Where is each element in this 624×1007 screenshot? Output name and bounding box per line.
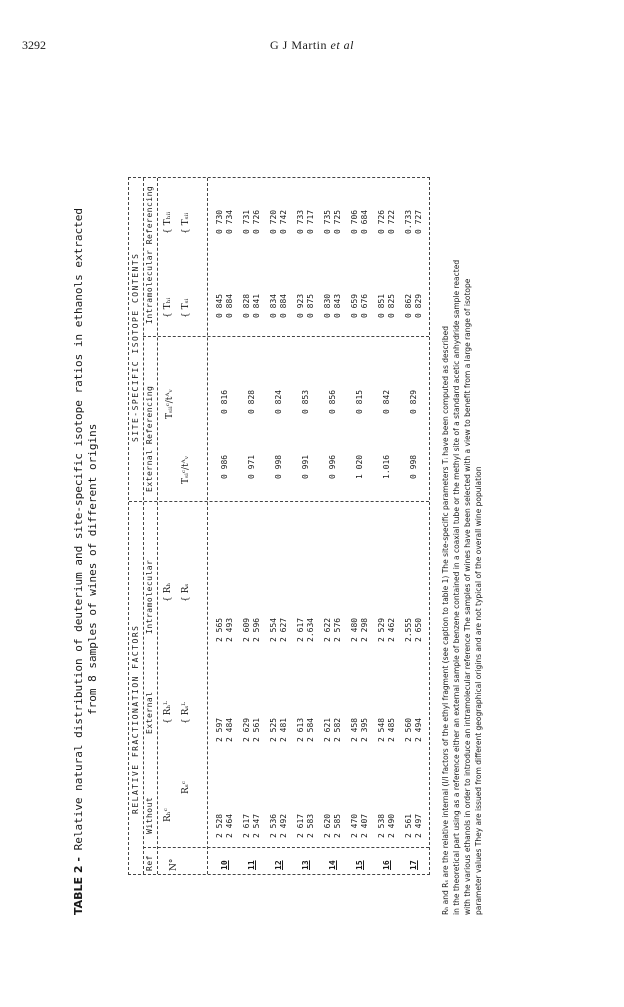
table-cell-w2: 2 547 <box>252 813 261 838</box>
table-cell-m1: 0.733 <box>404 209 413 234</box>
running-head <box>270 38 354 53</box>
table-cell-ref: 12 <box>274 860 283 870</box>
footnote-line-3: with the various ethanols in order to introduce an intramolecular reference The samples of wines have been selected with a view to benefit from a large range of isotope <box>463 278 472 915</box>
header-external: External <box>145 691 154 734</box>
rotated-table-region <box>72 155 532 915</box>
table-cell-m2: 0 684 <box>360 209 369 234</box>
table-cell-x2: 0 856 <box>328 389 337 414</box>
table-cell-m1: 0 726 <box>377 209 386 234</box>
ref-divider <box>143 847 429 848</box>
table-cell-x1: 0 971 <box>247 454 256 479</box>
table-cell-n1: 0 830 <box>323 293 332 318</box>
table-cell-w2: 2 585 <box>333 813 342 838</box>
table-cell-e1: 2 613 <box>296 717 305 742</box>
table-cell-m2: 0 722 <box>387 209 396 234</box>
table-cell-e2: 2 485 <box>387 717 396 742</box>
table-cell-i1: 2.555 <box>404 617 413 642</box>
symbol-rh-e: { Rₕᴸ <box>163 700 173 724</box>
symbol-int-b2: { Tₛᵢᵢ <box>181 212 191 234</box>
table-cell-x2: 0 853 <box>301 389 310 414</box>
table-cell-m1: 0 735 <box>323 209 332 234</box>
table-cell-w1: 2 538 <box>377 813 386 838</box>
table-cell-m2: 0 717 <box>306 209 315 234</box>
header-intramolecular: Intramolecular <box>145 559 154 634</box>
table-cell-w2: 2 583 <box>306 813 315 838</box>
table-cell-n1: 0 828 <box>242 293 251 318</box>
footnote-line-4: parameter values They are issued from different geographical origins and are not typical of the overall wine population <box>474 466 483 915</box>
table-cell-m1: 0 733 <box>296 209 305 234</box>
table-cell-n2: 0 825 <box>387 293 396 318</box>
table-cell-w2: 2 490 <box>387 813 396 838</box>
table-cell-n2: 0 841 <box>252 293 261 318</box>
table-cell-ref: 14 <box>328 860 337 870</box>
table-cell-n2: 0 875 <box>306 293 315 318</box>
table-cell-n1: 0 862 <box>404 293 413 318</box>
table-cell-i2: 2 493 <box>225 617 234 642</box>
group-header-fractionation: RELATIVE FRACTIONATION FACTORS <box>131 624 140 814</box>
table-cell-i1: 2 622 <box>323 617 332 642</box>
table-cell-n2: 0 829 <box>414 293 423 318</box>
header-rule-2 <box>157 178 158 874</box>
table-cell-n2: 0 884 <box>225 293 234 318</box>
table-cell-e2: 2 582 <box>333 717 342 742</box>
symbol-int-a2: { Tₛᵢ <box>181 298 191 318</box>
table-cell-i1: 2 529 <box>377 617 386 642</box>
referencing-divider <box>143 336 429 337</box>
table-cell-w1: 2 470 <box>350 813 359 838</box>
footnote-line-2: in the theoretical part using as a reference either an external sample of benzene contained in a coaxial tube or the methyl site of a standard acetic anhydride sample reacted <box>452 259 461 915</box>
table-cell-e1: 2 560 <box>404 717 413 742</box>
table-cell-e1: 2 621 <box>323 717 332 742</box>
table-cell-ref: 10 <box>220 860 229 870</box>
header-ref: Ref <box>145 855 154 871</box>
table-cell-n1: 0 845 <box>215 293 224 318</box>
table-cell-e1: 2 525 <box>269 717 278 742</box>
table-cell-w2: 2 464 <box>225 813 234 838</box>
group-header-isotope: SITE-SPECIFIC ISOTOPE CONTENTS <box>131 252 140 442</box>
caption-line-1: Relative natural distribution of deuterium and site-specific isotope ratios in ethanols extracted <box>72 208 85 851</box>
table-cell-x2: 0 829 <box>409 389 418 414</box>
table-cell-n1: 0 834 <box>269 293 278 318</box>
header-without: Without <box>145 796 154 834</box>
table-cell-w2: 2 492 <box>279 813 288 838</box>
table-cell-w1: 2 617 <box>242 813 251 838</box>
table-cell-x2: 0 815 <box>355 389 364 414</box>
table-cell-x1: 0 998 <box>409 454 418 479</box>
footnote-line-1: Rₕ and Rₛ are the relative internal (I/I factors of the ethyl fragment (see caption to table 1) The site-specific parameters Tᵢ have been computed as described <box>441 326 450 915</box>
table-cell-n2: 0 843 <box>333 293 342 318</box>
group-divider <box>129 501 429 502</box>
table-cell-m1: 0 706 <box>350 209 359 234</box>
symbol-ext-b: Tₛᵢᵢᶜ/tᴬᵥ <box>165 389 175 419</box>
table-cell-w2: 2 497 <box>414 813 423 838</box>
table-cell-x1: 1.016 <box>382 454 391 479</box>
table-cell-ref: 11 <box>247 860 256 870</box>
table-cell-n1: 0 923 <box>296 293 305 318</box>
table-cell-i2: 2 576 <box>333 617 342 642</box>
symbol-int-a1: { Tₕᵢ <box>163 297 173 318</box>
table-cell-m2: 0 742 <box>279 209 288 234</box>
table-cell-n1: 0 659 <box>350 293 359 318</box>
table-cell-x1: 0 991 <box>301 454 310 479</box>
symbol-n: N° <box>169 858 179 871</box>
table-cell-i1: 2 554 <box>269 617 278 642</box>
table-cell-ref: 17 <box>409 860 418 870</box>
table-cell-e1: 2 548 <box>377 717 386 742</box>
page-number: 3292 <box>22 38 46 52</box>
table-cell-m2: 0 725 <box>333 209 342 234</box>
table-cell-e2: 2 484 <box>225 717 234 742</box>
table-cell-m1: 0 730 <box>215 209 224 234</box>
table-cell-ref: 15 <box>355 860 364 870</box>
table-cell-e2: 2 481 <box>279 717 288 742</box>
symbol-rh-i: { Rₕ <box>163 582 173 602</box>
table-cell-m1: 0 720 <box>269 209 278 234</box>
table-cell-x2: 0 824 <box>274 389 283 414</box>
table-cell-i1: 2 609 <box>242 617 251 642</box>
data-table <box>128 177 430 875</box>
table-cell-n1: 0 851 <box>377 293 386 318</box>
table-cell-w1: 2 620 <box>323 813 332 838</box>
table-cell-x2: 0 828 <box>247 389 256 414</box>
table-cell-i2: 2 462 <box>387 617 396 642</box>
table-cell-i1: 2 617 <box>296 617 305 642</box>
table-cell-x2: 0 842 <box>382 389 391 414</box>
table-cell-m2: 0 726 <box>252 209 261 234</box>
table-cell-i1: 2 565 <box>215 617 224 642</box>
table-cell-e1: 2 597 <box>215 717 224 742</box>
table-cell-w1: 2 617 <box>296 813 305 838</box>
symbol-int-b1: { Tₕᵢᵢ <box>163 211 173 234</box>
caption-line-2: from 8 samples of wines of different origins <box>86 423 99 715</box>
table-cell-ref: 13 <box>301 860 310 870</box>
symbol-ext-a: Tₛᵢᶜ/tᴬᵥ <box>181 455 191 484</box>
table-caption <box>72 155 100 915</box>
header-rule-1 <box>143 178 144 874</box>
table-cell-m1: 0 731 <box>242 209 251 234</box>
table-cell-w1: 2 536 <box>269 813 278 838</box>
table-cell-x1: 0 998 <box>274 454 283 479</box>
table-cell-i2: 2 298 <box>360 617 369 642</box>
table-cell-w1: 2 561 <box>404 813 413 838</box>
table-cell-e2: 2 494 <box>414 717 423 742</box>
table-cell-n2: 0 884 <box>279 293 288 318</box>
table-cell-i2: 2 596 <box>252 617 261 642</box>
header-rule-3 <box>207 178 208 874</box>
table-cell-i2: 2 627 <box>279 617 288 642</box>
table-cell-ref: 16 <box>382 860 391 870</box>
symbol-rs-i: { Rₛ <box>181 583 191 602</box>
table-cell-e2: 2 395 <box>360 717 369 742</box>
table-cell-i1: 2 480 <box>350 617 359 642</box>
table-cell-x2: 0 816 <box>220 389 229 414</box>
header-external-referencing: External Referencing <box>145 385 154 492</box>
table-cell-x1: 0 996 <box>328 454 337 479</box>
table-cell-e1: 2 458 <box>350 717 359 742</box>
table-cell-e1: 2 629 <box>242 717 251 742</box>
table-cell-m2: 0 727 <box>414 209 423 234</box>
header-intramolecular-referencing: Intramolecular Referencing <box>145 185 154 324</box>
table-cell-x1: 0 986 <box>220 454 229 479</box>
footnote <box>440 155 484 915</box>
symbol-rs-c: Rₛᶜ <box>181 781 191 794</box>
running-head-authors: G J Martin <box>270 38 327 52</box>
symbol-rh-c: Rₕᶜ <box>163 808 173 822</box>
table-cell-m2: 0 734 <box>225 209 234 234</box>
caption-label: TABLE 2 - <box>72 857 85 915</box>
running-head-etal: et al <box>330 38 354 52</box>
table-cell-e2: 2 584 <box>306 717 315 742</box>
table-cell-w1: 2 528 <box>215 813 224 838</box>
table-cell-i2: 2 650 <box>414 617 423 642</box>
table-cell-n2: 0 676 <box>360 293 369 318</box>
table-cell-i2: 2.634 <box>306 617 315 642</box>
table-cell-x1: 1 020 <box>355 454 364 479</box>
table-cell-w2: 2 407 <box>360 813 369 838</box>
symbol-rs-e: { Rₛᴸ <box>181 701 191 724</box>
table-cell-e2: 2 561 <box>252 717 261 742</box>
